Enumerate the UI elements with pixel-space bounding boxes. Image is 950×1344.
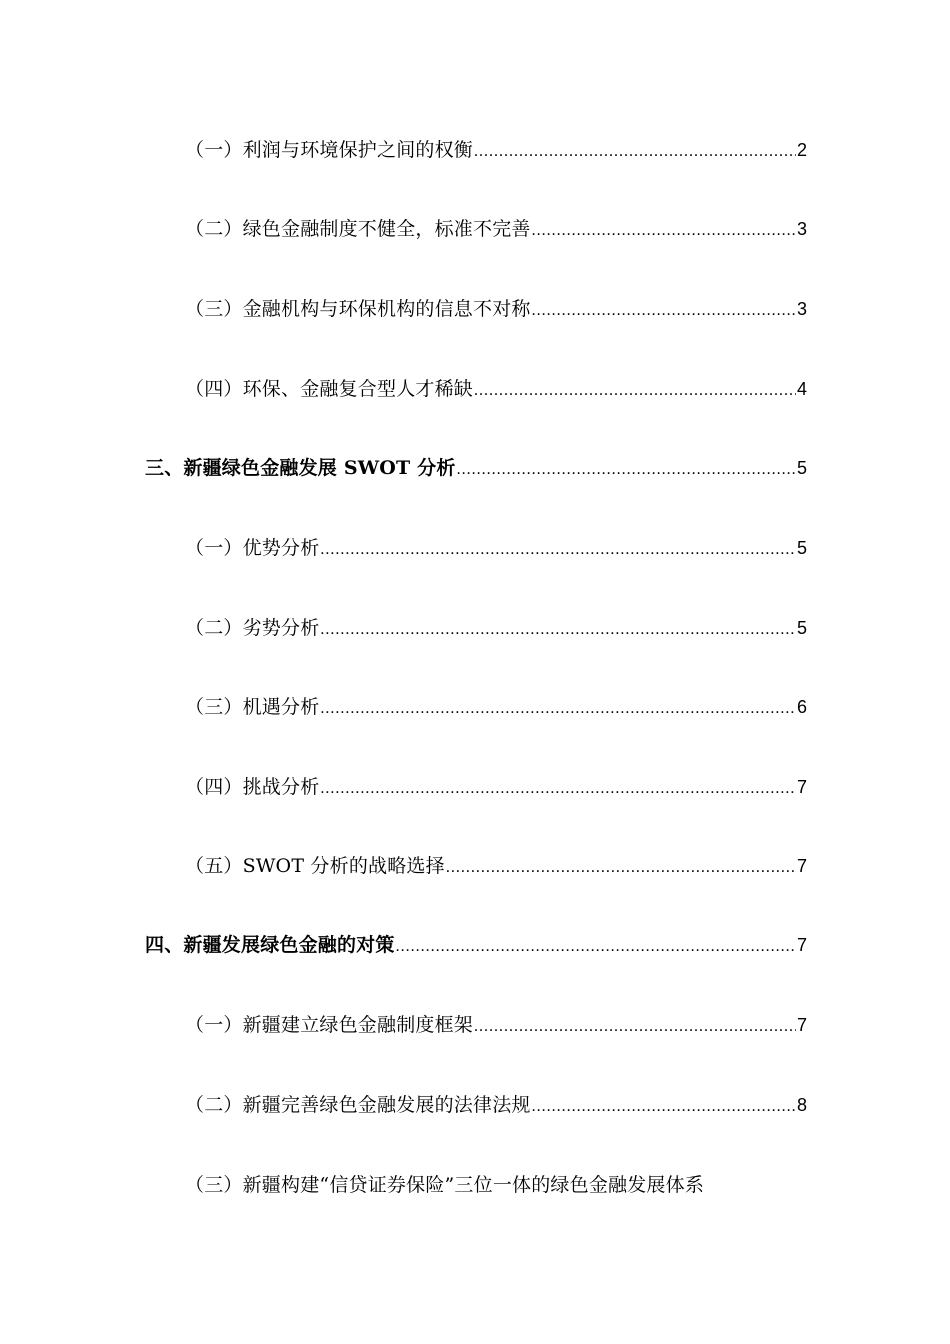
toc-chapter-title: 三、新疆绿色金融发展 SWOT 分析 <box>145 457 456 479</box>
toc-page-number: 8 <box>796 1095 807 1115</box>
toc-page-number: 7 <box>796 935 807 955</box>
toc-entry-title: （三）机遇分析 <box>185 696 320 718</box>
toc-page-number: 7 <box>796 777 807 797</box>
toc-chapter-entry[interactable] <box>145 932 807 960</box>
toc-page-number: 5 <box>796 538 807 558</box>
toc-chapter-title: 四、新疆发展绿色金融的对策 <box>145 934 395 956</box>
toc-entry-title: （五）SWOT 分析的战略选择 <box>185 855 445 877</box>
toc-entry-title: （四）环保、金融复合型人才稀缺 <box>185 378 474 400</box>
toc-entry[interactable] <box>185 1172 807 1198</box>
toc-page-number: 7 <box>796 856 807 876</box>
toc-page-number: 5 <box>796 458 807 478</box>
toc-entry[interactable] <box>185 1092 807 1120</box>
toc-dot-leader <box>396 934 796 960</box>
toc-chapter-entry[interactable] <box>145 455 807 483</box>
toc-entry[interactable] <box>185 376 807 404</box>
toc-page-number: 7 <box>796 1015 807 1035</box>
toc-entry[interactable] <box>185 216 807 244</box>
toc-dot-leader <box>320 776 796 802</box>
toc-entry-title: （四）挑战分析 <box>185 776 320 798</box>
toc-entry[interactable] <box>185 137 807 165</box>
toc-entry[interactable] <box>185 774 807 802</box>
toc-entry-title: （一）利润与环境保护之间的权衡 <box>185 139 474 161</box>
toc-entry-title: （一）优势分析 <box>185 537 320 559</box>
toc-page-number: 5 <box>796 618 807 638</box>
toc-entry[interactable] <box>185 853 807 881</box>
toc-page-number: 4 <box>796 379 807 399</box>
toc-entry-title: （二）劣势分析 <box>185 617 320 639</box>
toc-dot-leader <box>320 617 796 643</box>
toc-entry[interactable] <box>185 694 807 722</box>
toc-entry[interactable] <box>185 615 807 643</box>
toc-entry[interactable] <box>185 1012 807 1040</box>
toc-dot-leader <box>446 855 796 881</box>
toc-dot-leader <box>320 537 796 563</box>
toc-dot-leader <box>532 1094 796 1120</box>
toc-entry-title: （二）新疆完善绿色金融发展的法律法规 <box>185 1094 531 1116</box>
toc-dot-leader <box>320 696 796 722</box>
toc-entry-title: （二）绿色金融制度不健全，标准不完善 <box>185 218 531 240</box>
toc-page-number: 3 <box>796 299 807 319</box>
toc-entry[interactable] <box>185 535 807 563</box>
toc-page-number: 3 <box>796 219 807 239</box>
toc-dot-leader <box>532 218 796 244</box>
toc-entry-title: （三）金融机构与环保机构的信息不对称 <box>185 298 531 320</box>
toc-dot-leader <box>474 378 796 404</box>
toc-dot-leader <box>474 1014 796 1040</box>
toc-dot-leader <box>532 298 796 324</box>
toc-page-number: 6 <box>796 697 807 717</box>
toc-dot-leader <box>474 139 796 165</box>
toc-entry-title: （一）新疆建立绿色金融制度框架 <box>185 1014 474 1036</box>
toc-page-number: 2 <box>796 140 807 160</box>
toc-dot-leader <box>457 457 796 483</box>
toc-entry-title: （三）新疆构建“信贷证券保险”三位一体的绿色金融发展体系 <box>185 1174 705 1196</box>
toc-entry[interactable] <box>185 296 807 324</box>
